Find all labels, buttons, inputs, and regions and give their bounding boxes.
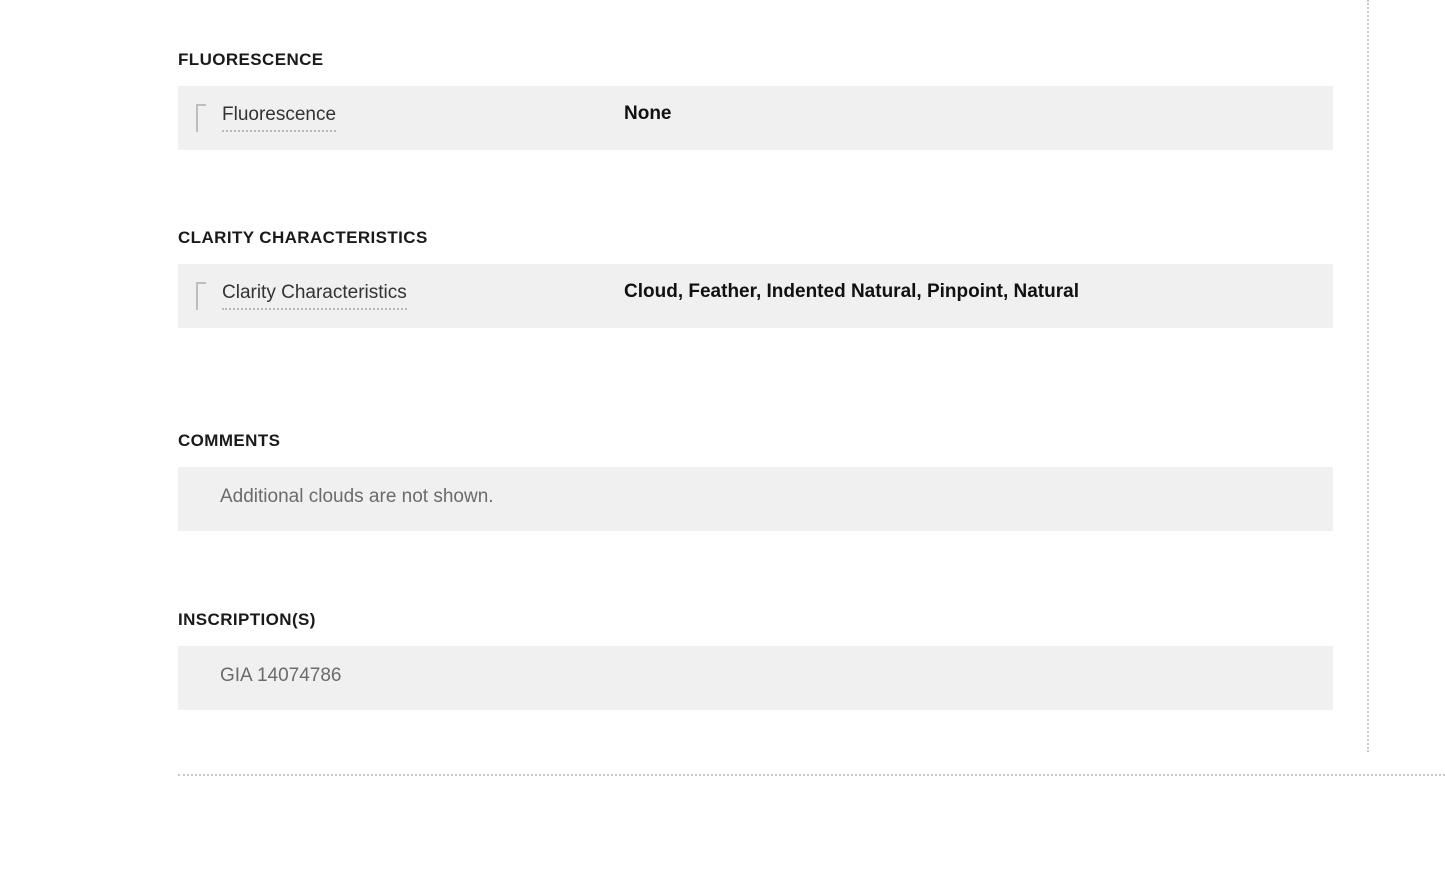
section-title-clarity-characteristics: CLARITY CHARACTERISTICS — [178, 228, 428, 247]
table-row — [178, 86, 1333, 150]
field-label: Fluorescence — [222, 104, 336, 132]
section-title-fluorescence: FLUORESCENCE — [178, 50, 324, 69]
bracket-marker-icon — [196, 104, 206, 132]
comments-text: Additional clouds are not shown. — [220, 486, 494, 508]
field-label: Clarity Characteristics — [222, 282, 407, 310]
section-comments — [178, 431, 1333, 531]
section-clarity-characteristics — [178, 228, 1333, 328]
section-title-inscriptions: INSCRIPTION(S) — [178, 610, 316, 629]
section-title-comments: COMMENTS — [178, 431, 281, 450]
inscription-text: GIA 14074786 — [220, 665, 342, 687]
field-value: Cloud, Feather, Indented Natural, Pinpoint, Natural — [624, 281, 1079, 303]
table-row — [178, 264, 1333, 328]
section-fluorescence — [178, 50, 1333, 150]
horizontal-dotted-divider — [178, 774, 1445, 776]
section-inscriptions — [178, 610, 1333, 710]
inscription-box — [178, 646, 1333, 710]
field-value: None — [624, 103, 672, 125]
vertical-dotted-divider — [1367, 0, 1369, 752]
bracket-marker-icon — [196, 282, 206, 310]
comments-box — [178, 467, 1333, 531]
